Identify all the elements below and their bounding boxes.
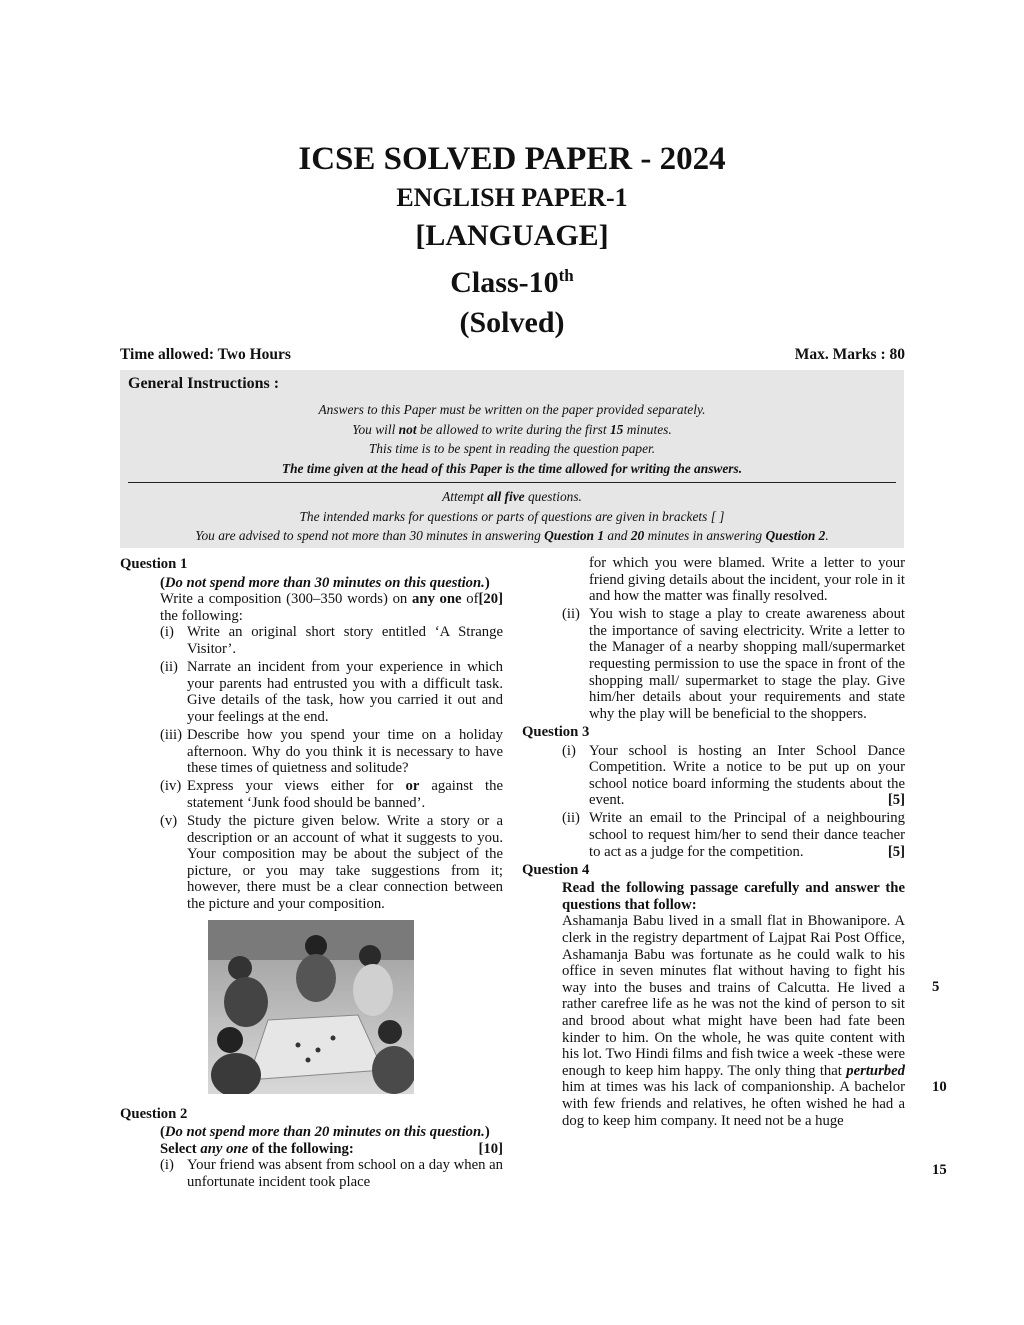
instructions-block-1 bbox=[120, 400, 904, 478]
instructions-divider bbox=[128, 482, 896, 483]
q3-option-2-marks: [5] bbox=[887, 843, 905, 860]
instruction-line: This time is to be spent in reading the question paper. bbox=[368, 441, 656, 456]
q1-option-1: (i) Write an original short story entitled ‘A Strange Visitor’. bbox=[160, 624, 503, 657]
class-label: Class-10 bbox=[450, 266, 559, 299]
general-instructions bbox=[120, 370, 904, 548]
question-2-note: (Do not spend more than 20 minutes on this question.) [10] bbox=[160, 1124, 503, 1157]
question-4-passage: Ashamanja Babu lived in a small flat in Bhowanipore. A clerk in the registry department of Lajpat Rai Post Office, Ashamanja Babu was fortunate as he could walk to his office in seven minutes flat without having to fight his way into the buses and trains of Calcutta. He lived a rather carefree life as he was not the kind of person to sit and brood about what might have been had fate been kinder to him. On the whole, he was quite content with his lot. Two Hindi films and fish twice a week -these were enough to keep him happy. The only thing that perturbed him at times was his lack of companionship. A bachelor with few friends and relatives, he often wished he had a dog to keep him company. It need not be a huge 5 10 15 bbox=[562, 913, 947, 1179]
q1-option-5: (v) Study the picture given below. Write a story or a description or an account of what it suggests to you. Your composition may be about the subject of the picture, or you may take suggestions from it; however, there must be a clear connection between the picture and your composition. bbox=[160, 812, 503, 912]
paper-meta bbox=[120, 346, 905, 364]
line-number: 5 bbox=[932, 979, 940, 996]
q1-option-3: (iii) Describe how you spend your time on a holiday afternoon. Why do you think it is necessary to have these times of quietness and solitude? bbox=[160, 726, 503, 777]
question-1-title: Question 1 bbox=[120, 556, 188, 572]
left-column bbox=[120, 555, 503, 1192]
instruction-line: Answers to this Paper must be written on the paper provided separately. bbox=[318, 402, 706, 417]
question-1-intro: Write a composition (300–350 words) on any one of the following: bbox=[160, 591, 479, 624]
question-2-marks: [10] bbox=[478, 1140, 503, 1157]
children-playing-photo bbox=[208, 920, 414, 1094]
q1-option-4: (iv) Express your views either for or against the statement ‘Junk food should be banned’. bbox=[160, 778, 503, 811]
question-1-note: (Do not spend more than 30 minutes on this question.) [20] bbox=[160, 574, 503, 608]
q1-option-2: (ii) Narrate an incident from your experience in which your parents had entrusted you with a difficult task. Give details of the task, how you carried it out and your feelings at the end. bbox=[160, 659, 503, 725]
question-3-title: Question 3 bbox=[522, 723, 590, 740]
max-marks: Max. Marks : 80 bbox=[794, 346, 905, 363]
q2-option-1-continued: for which you were blamed. Write a letter to your friend giving details about the incident, your role in it and how the matter was finally resolved. bbox=[589, 555, 905, 605]
q2-option-2: (ii) You wish to stage a play to create awareness about the importance of saving electricity. Write a letter to the Manager of a nearby shopping mall/supermarket requesting permission to use the space in front of the shopping mall/ supermarket to stage the play. Give him/her details about your requirements and state why the play will be beneficial to the shoppers. bbox=[562, 606, 905, 722]
instructions-heading: General Instructions : bbox=[128, 375, 280, 392]
paper-class bbox=[0, 256, 1024, 303]
paper-section: [LANGUAGE] bbox=[415, 219, 609, 252]
question-4-instruction: Read the following passage carefully and answer the questions that follow: bbox=[562, 880, 905, 913]
instruction-line: You are advised to spend not more than 30 minutes in answering Question 1 and 20 minutes in answering Question 2. bbox=[195, 528, 829, 543]
line-number: 15 bbox=[932, 1162, 947, 1179]
instruction-line: You will not be allowed to write during the first 15 minutes. bbox=[352, 421, 672, 437]
line-number: 10 bbox=[932, 1079, 947, 1096]
paper-solved: (Solved) bbox=[459, 306, 565, 339]
right-column bbox=[522, 555, 947, 1179]
question-2-title: Question 2 bbox=[120, 1105, 188, 1122]
q2-option-1-start: (i) Your friend was absent from school on a day when an unfortunate incident took place bbox=[160, 1157, 503, 1190]
paper-title: ICSE SOLVED PAPER - 2024 bbox=[298, 141, 726, 177]
instruction-line: The intended marks for questions or parts of questions are given in brackets [ ] bbox=[299, 508, 725, 524]
paper-subtitle: ENGLISH PAPER-1 bbox=[396, 183, 628, 212]
q3-option-1: (i) Your school is hosting an Inter School Dance Competition. Write a notice to be put up on your school notice board informing the students about the event. [5] bbox=[562, 742, 905, 809]
instruction-line: Attempt all five questions. bbox=[442, 489, 582, 504]
q3-option-2: (ii) Write an email to the Principal of a neighbouring school to request him/her to send their dance teacher to act as a judge for the competition. [5] bbox=[562, 810, 905, 860]
class-superscript: th bbox=[558, 266, 574, 285]
instructions-block-2 bbox=[120, 487, 904, 546]
q3-option-1-marks: [5] bbox=[887, 792, 905, 809]
question-1-marks: [20] bbox=[478, 591, 503, 608]
instruction-line: The time given at the head of this Paper is the time allowed for writing the answers. bbox=[281, 460, 743, 476]
question-4-title: Question 4 bbox=[522, 861, 590, 878]
question-2-select: Select any one of the following: bbox=[160, 1140, 354, 1157]
paper-header bbox=[0, 138, 1024, 343]
time-allowed: Time allowed: Two Hours bbox=[120, 346, 291, 363]
